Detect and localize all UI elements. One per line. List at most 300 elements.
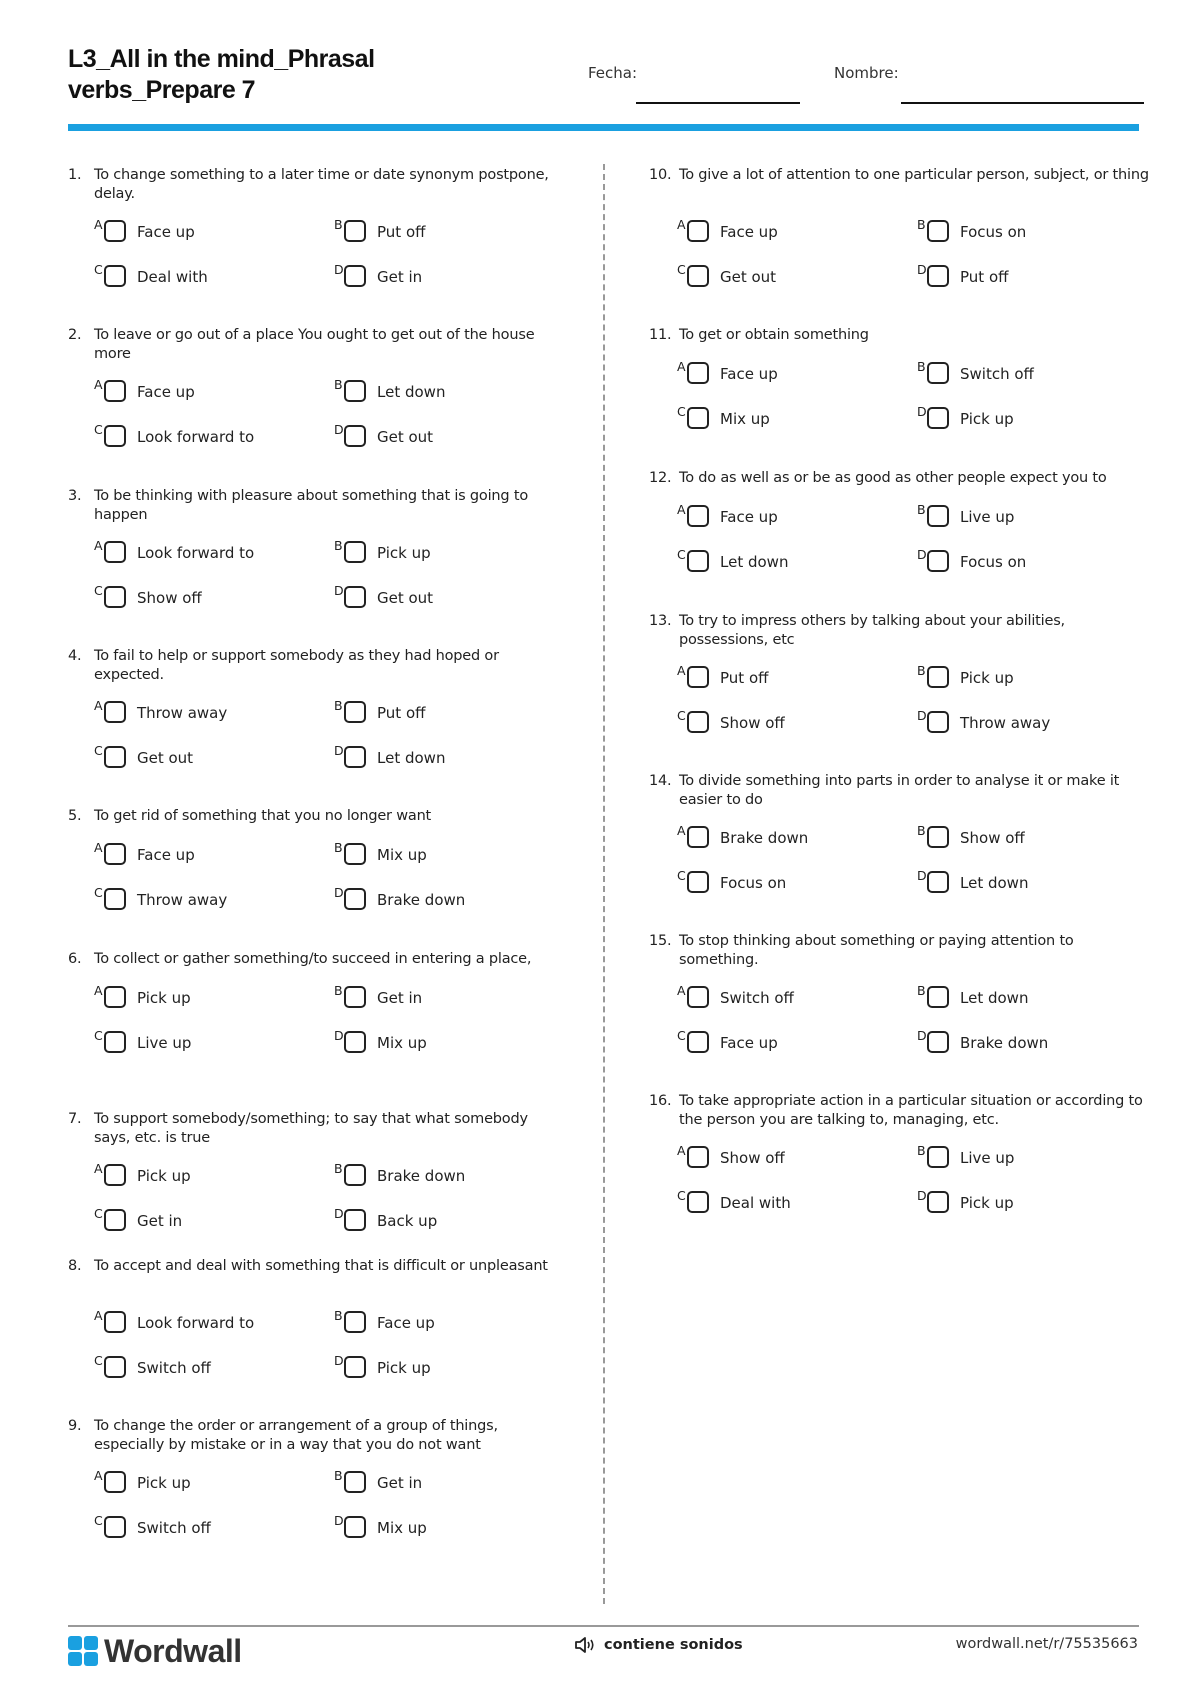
answer-option-d[interactable] [917,1028,1137,1061]
option-checkbox[interactable] [927,407,949,429]
answer-option-a[interactable] [94,1161,314,1194]
option-letter: B [334,538,343,553]
option-checkbox[interactable] [104,1031,126,1053]
option-letter: C [677,262,686,277]
question-number: 14. [649,773,672,789]
option-checkbox[interactable] [344,541,366,563]
option-label: Let down [960,874,1029,892]
option-label: Get in [377,1474,423,1492]
option-letter: D [334,1353,344,1368]
option-label: Put off [960,268,1009,286]
option-checkbox[interactable] [104,1164,126,1186]
option-letter: D [917,708,927,723]
option-letter: C [677,547,686,562]
date-field[interactable] [636,102,800,104]
name-field[interactable] [901,102,1144,104]
option-letter: A [677,983,686,998]
question-text: To support somebody/something; to say that what somebody says, etc. is true [94,1111,528,1146]
option-letter: A [677,663,686,678]
answer-option-c[interactable] [677,547,897,580]
answer-option-c[interactable] [94,583,314,616]
question-2 [68,326,568,446]
question-text: To try to impress others by talking about your abilities, possessions, etc [679,613,1065,648]
option-checkbox[interactable] [927,220,949,242]
option-letter: D [917,1188,927,1203]
option-checkbox[interactable] [344,1164,366,1186]
wordwall-logo-icon [68,1636,98,1666]
option-checkbox[interactable] [344,380,366,402]
answer-option-d[interactable] [917,404,1137,437]
answer-option-a[interactable] [677,502,897,535]
option-checkbox[interactable] [927,666,949,688]
question-15 [649,932,1151,1052]
option-label: Mix up [377,846,427,864]
option-letter: D [334,422,344,437]
option-label: Get out [720,268,777,286]
option-label: Look forward to [137,1314,255,1332]
question-text: To give a lot of attention to one particular person, subject, or thing [679,167,1149,183]
option-label: Live up [960,508,1015,526]
option-label: Show off [960,829,1025,847]
worksheet-url[interactable]: wordwall.net/r/75535663 [955,1636,1138,1652]
question-8 [68,1257,568,1377]
question-number: 9. [68,1418,82,1434]
option-label: Switch off [137,1519,211,1537]
option-letter: C [94,1513,103,1528]
answer-option-a[interactable] [94,377,314,410]
option-checkbox[interactable] [927,1031,949,1053]
answer-option-c[interactable] [94,1353,314,1386]
answer-option-d[interactable] [334,1028,554,1061]
option-checkbox[interactable] [927,986,949,1008]
option-checkbox[interactable] [927,1146,949,1168]
option-letter: C [94,262,103,277]
question-text: To accept and deal with something that is difficult or unpleasant [94,1258,548,1274]
option-checkbox[interactable] [104,1209,126,1231]
answer-option-c[interactable] [94,1206,314,1239]
answer-option-a[interactable] [94,983,314,1016]
answer-option-d[interactable] [334,422,554,455]
option-letter: A [677,359,686,374]
option-label: Get in [377,989,423,1007]
option-checkbox[interactable] [104,220,126,242]
question-prompt [651,932,1151,970]
answer-option-d[interactable] [917,547,1137,580]
option-label: Pick up [137,1167,191,1185]
option-letter: C [677,868,686,883]
option-letter: D [334,1513,344,1528]
answer-option-c[interactable] [94,1028,314,1061]
option-checkbox[interactable] [687,666,709,688]
option-checkbox[interactable] [344,220,366,242]
answer-option-a[interactable] [94,1308,314,1341]
option-label: Face up [720,1034,778,1052]
logo-text: Wordwall [104,1632,242,1669]
option-checkbox[interactable] [104,1356,126,1378]
option-checkbox[interactable] [344,1471,366,1493]
question-text: To change the order or arrangement of a group of things, especially by mistake or in a way that you do not want [94,1418,498,1453]
option-letter: A [94,1161,103,1176]
header-accent-bar [68,124,1139,131]
option-label: Brake down [960,1034,1049,1052]
option-checkbox[interactable] [927,711,949,733]
column-divider [603,164,605,1604]
option-checkbox[interactable] [344,843,366,865]
option-label: Focus on [720,874,787,892]
answer-option-a[interactable] [677,1143,897,1176]
option-checkbox[interactable] [344,1311,366,1333]
option-checkbox[interactable] [104,843,126,865]
question-number: 6. [68,951,82,967]
option-label: Focus on [960,223,1027,241]
option-label: Show off [720,714,785,732]
option-letter: D [334,583,344,598]
option-checkbox[interactable] [687,407,709,429]
option-checkbox[interactable] [687,505,709,527]
question-number: 11. [649,327,672,343]
option-checkbox[interactable] [104,888,126,910]
answer-option-d[interactable] [334,885,554,918]
option-label: Switch off [720,989,794,1007]
answer-option-c[interactable] [94,422,314,455]
option-letter: D [334,1028,344,1043]
option-label: Focus on [960,553,1027,571]
option-letter: B [334,698,343,713]
option-checkbox[interactable] [687,1191,709,1213]
answer-option-b[interactable] [334,983,554,1016]
question-prompt [68,950,568,969]
option-letter: B [334,377,343,392]
option-letter: B [917,359,926,374]
answer-option-a[interactable] [94,538,314,571]
option-checkbox[interactable] [344,701,366,723]
answer-option-d[interactable] [917,708,1137,741]
answer-option-b[interactable] [917,1143,1137,1176]
question-text: To be thinking with pleasure about something that is going to happen [94,488,528,523]
answer-option-a[interactable] [94,1468,314,1501]
option-letter: D [917,868,927,883]
question-prompt [68,166,568,204]
answer-option-c[interactable] [677,404,897,437]
answer-option-c[interactable] [677,868,897,901]
option-letter: A [94,983,103,998]
question-number: 5. [68,808,82,824]
option-letter: B [334,840,343,855]
option-letter: B [334,1161,343,1176]
question-number: 2. [68,327,82,343]
option-label: Let down [960,989,1029,1007]
option-label: Get out [377,428,434,446]
option-letter: A [677,1143,686,1158]
option-checkbox[interactable] [687,220,709,242]
option-letter: A [94,377,103,392]
answer-option-c[interactable] [94,885,314,918]
option-label: Live up [137,1034,192,1052]
answer-option-b[interactable] [334,1308,554,1341]
option-letter: B [917,663,926,678]
option-label: Brake down [377,1167,466,1185]
option-label: Face up [720,365,778,383]
question-text: To divide something into parts in order to analyse it or make it easier to do [679,773,1120,808]
option-checkbox[interactable] [687,1031,709,1053]
option-label: Put off [377,223,426,241]
option-letter: C [677,1188,686,1203]
option-checkbox[interactable] [344,1031,366,1053]
answer-option-d[interactable] [334,1206,554,1239]
answer-option-b[interactable] [334,1161,554,1194]
option-label: Face up [720,508,778,526]
option-letter: B [917,983,926,998]
option-checkbox[interactable] [687,265,709,287]
option-letter: D [334,262,344,277]
option-checkbox[interactable] [104,1311,126,1333]
option-checkbox[interactable] [344,586,366,608]
option-checkbox[interactable] [927,871,949,893]
option-label: Let down [377,749,446,767]
question-prompt [651,1092,1151,1130]
option-letter: A [677,823,686,838]
option-checkbox[interactable] [927,505,949,527]
option-label: Face up [720,223,778,241]
question-7 [68,1110,568,1230]
option-checkbox[interactable] [104,425,126,447]
option-label: Live up [960,1149,1015,1167]
option-label: Back up [377,1212,438,1230]
question-prompt [68,1257,568,1276]
option-label: Pick up [960,410,1014,428]
option-label: Brake down [377,891,466,909]
answer-option-b[interactable] [334,377,554,410]
option-label: Throw away [137,891,228,909]
option-checkbox[interactable] [927,550,949,572]
speaker-icon [574,1636,598,1654]
option-checkbox[interactable] [104,746,126,768]
option-letter: B [334,1468,343,1483]
answer-option-b[interactable] [917,983,1137,1016]
option-letter: A [94,840,103,855]
option-label: Show off [720,1149,785,1167]
question-text: To get rid of something that you no longer want [94,808,432,824]
answer-option-a[interactable] [94,217,314,250]
option-letter: C [677,708,686,723]
question-text: To change something to a later time or date synonym postpone, delay. [94,167,549,202]
question-text: To take appropriate action in a particular situation or according to the person you are talking to, managing, etc. [679,1093,1143,1128]
option-label: Get in [377,268,423,286]
option-checkbox[interactable] [687,362,709,384]
option-letter: B [917,217,926,232]
option-checkbox[interactable] [344,425,366,447]
question-prompt [68,1417,568,1455]
option-letter: C [94,1028,103,1043]
wordwall-logo [68,1633,242,1669]
option-letter: B [334,983,343,998]
question-text: To do as well as or be as good as other people expect you to [679,470,1107,486]
question-number: 10. [649,167,672,183]
option-checkbox[interactable] [344,1209,366,1231]
option-checkbox[interactable] [687,711,709,733]
option-label: Pick up [377,544,431,562]
question-number: 13. [649,613,672,629]
question-text: To leave or go out of a place You ought to get out of the house more [94,327,535,362]
option-letter: D [917,1028,927,1043]
question-number: 12. [649,470,672,486]
question-number: 4. [68,648,82,664]
option-checkbox[interactable] [104,541,126,563]
question-10 [649,166,1151,286]
question-prompt [651,612,1151,650]
question-4 [68,647,568,767]
question-prompt [68,326,568,364]
option-checkbox[interactable] [344,888,366,910]
option-checkbox[interactable] [344,1516,366,1538]
option-label: Pick up [960,1194,1014,1212]
option-label: Deal with [720,1194,791,1212]
answer-option-d[interactable] [917,1188,1137,1221]
option-checkbox[interactable] [687,871,709,893]
answer-option-d[interactable] [334,743,554,776]
answer-option-c[interactable] [94,743,314,776]
option-label: Look forward to [137,544,255,562]
option-checkbox[interactable] [104,586,126,608]
question-11 [649,326,1151,428]
answer-option-b[interactable] [917,502,1137,535]
answer-option-a[interactable] [677,663,897,696]
option-letter: B [334,1308,343,1323]
option-letter: C [677,404,686,419]
question-number: 15. [649,933,672,949]
option-letter: A [677,502,686,517]
option-label: Put off [377,704,426,722]
answer-option-c[interactable] [677,708,897,741]
option-letter: D [917,262,927,277]
answer-option-c[interactable] [677,1028,897,1061]
option-label: Brake down [720,829,809,847]
answer-option-b[interactable] [334,698,554,731]
question-number: 8. [68,1258,82,1274]
question-number: 1. [68,167,82,183]
option-letter: D [334,1206,344,1221]
question-number: 16. [649,1093,672,1109]
question-16 [649,1092,1151,1212]
option-letter: C [94,1353,103,1368]
option-letter: D [334,885,344,900]
option-letter: A [677,217,686,232]
question-text: To stop thinking about something or paying attention to something. [679,933,1074,968]
option-label: Get out [377,589,434,607]
answer-option-c[interactable] [677,262,897,295]
question-9 [68,1417,568,1537]
answer-option-d[interactable] [917,868,1137,901]
answer-option-b[interactable] [917,663,1137,696]
option-label: Put off [720,669,769,687]
answer-option-c[interactable] [677,1188,897,1221]
answer-option-a[interactable] [677,217,897,250]
answer-option-d[interactable] [334,262,554,295]
answer-option-a[interactable] [677,359,897,392]
answer-option-b[interactable] [334,538,554,571]
question-prompt [68,1110,568,1148]
option-checkbox[interactable] [104,1471,126,1493]
question-prompt [68,807,568,826]
answer-option-d[interactable] [334,583,554,616]
question-prompt [651,326,1151,345]
option-letter: B [917,1143,926,1158]
option-label: Deal with [137,268,208,286]
option-checkbox[interactable] [927,1191,949,1213]
answer-option-a[interactable] [94,840,314,873]
option-checkbox[interactable] [104,986,126,1008]
option-checkbox[interactable] [104,380,126,402]
option-letter: B [917,823,926,838]
answer-option-a[interactable] [677,823,897,856]
option-checkbox[interactable] [104,265,126,287]
answer-option-b[interactable] [334,217,554,250]
answer-option-a[interactable] [677,983,897,1016]
option-label: Face up [377,1314,435,1332]
option-letter: B [917,502,926,517]
option-label: Face up [137,223,195,241]
answer-option-b[interactable] [334,840,554,873]
option-checkbox[interactable] [687,986,709,1008]
answer-option-c[interactable] [94,1513,314,1546]
answer-option-b[interactable] [917,217,1137,250]
option-checkbox[interactable] [344,746,366,768]
option-label: Let down [377,383,446,401]
option-checkbox[interactable] [687,550,709,572]
sound-note-text: contiene sonidos [604,1637,743,1653]
question-prompt [68,647,568,685]
option-letter: C [94,885,103,900]
question-14 [649,772,1151,892]
option-checkbox[interactable] [927,265,949,287]
answer-option-d[interactable] [334,1353,554,1386]
question-text: To fail to help or support somebody as they had hoped or expected. [94,648,499,683]
option-checkbox[interactable] [344,1356,366,1378]
answer-option-b[interactable] [917,359,1137,392]
answer-option-d[interactable] [917,262,1137,295]
worksheet-title: L3_All in the mind_Phrasal verbs_Prepare 7 [68,45,375,104]
option-label: Get out [137,749,194,767]
option-checkbox[interactable] [104,1516,126,1538]
question-13 [649,612,1151,732]
option-letter: D [917,404,927,419]
answer-option-c[interactable] [94,262,314,295]
answer-option-b[interactable] [917,823,1137,856]
option-checkbox[interactable] [104,701,126,723]
question-3 [68,487,568,607]
option-letter: C [94,1206,103,1221]
option-checkbox[interactable] [927,362,949,384]
option-checkbox[interactable] [344,986,366,1008]
answer-option-a[interactable] [94,698,314,731]
option-label: Let down [720,553,789,571]
question-12 [649,469,1151,571]
option-label: Switch off [960,365,1034,383]
answer-option-b[interactable] [334,1468,554,1501]
option-checkbox[interactable] [344,265,366,287]
option-letter: A [94,698,103,713]
answer-option-d[interactable] [334,1513,554,1546]
option-checkbox[interactable] [687,826,709,848]
option-checkbox[interactable] [927,826,949,848]
option-letter: C [94,583,103,598]
option-checkbox[interactable] [687,1146,709,1168]
option-letter: D [917,547,927,562]
option-label: Face up [137,383,195,401]
option-label: Throw away [960,714,1051,732]
question-5 [68,807,568,909]
date-label: Fecha: [588,64,638,82]
